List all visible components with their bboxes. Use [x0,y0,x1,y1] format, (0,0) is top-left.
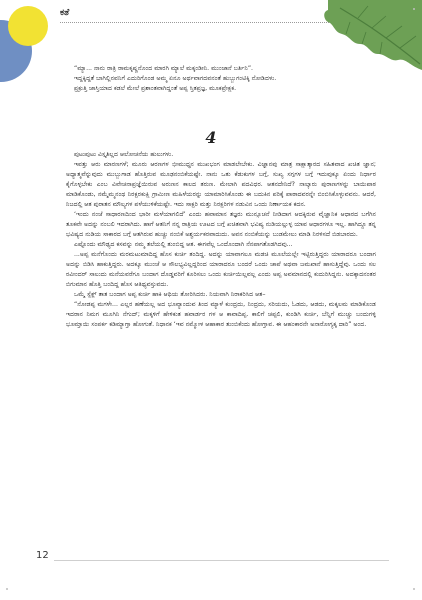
chapter-number: 4 [205,128,217,147]
body-paragraph: ಇವತ್ತು ಆರು ಮಾರಣಗಳೆ; ಮೂರು ಆರಣಗಳ ಭೀಮುಧ್ಧನ ಮುಖಭಂಗ ಮಾಡಲೇಬೇಕು. ವಿಜ್ಞಾನವು ಮಾತ್ರ ಸಾಕ್ಷಾತ್ಕಾರದ ಸಹಿತವಾದ ಖಚಿತ ಜ್ಞಾನ; ಅಧ್ಯಾತ್ಮವೆನ್ನುವುದು ಮುಬ್ಬುಗಾಡ ಹೊತ್ತಿರುವ ಮೂಢನಂಬಿಕೆಯಷ್ಟೇ. ನಾನು ಒತು ಕೆಡುಕುಗಳ ಬಗ್ಗೆ, ಸುಖ್ಯ ಸಗ್ಗಗಳ ಬಗ್ಗೆ ಇದುವುಕ್ಕೂ ಏಂದು ನಿರ್ಧಾರ ಕೈಗೊಳ್ಳಬೇಕು ಎಂಬ ವಿವೇಚನಾಪ್ರಜ್ಞೆಯಿರುವ ಅರುಣನ ಕಾಲದ ತರುಣ. ಮೇಲಾಗಿ ಪದವಿಧರ. ಆತನದೇನಿದೆ? ನಾಲ್ಕಾರು ಪುರಾಣಗಳನ್ನು ಬಾಯಿಪಾಠ ಮಾಡಿಕೊಂಡು, ನಮ್ಮೆಮ್ಮನಂಥ ನಿರಕ್ಷರಕುಕ್ಷಿ ಗ್ರಾಮೀಣ ಮಹಿಳೆಯರನ್ನು ಯಾಮಾರಿಸಿಕೊಂಡು ಈ ಬದುಕಿನ ಪರಿಕ್ಕೆ ಪಾಠಾದವರನ್ನೇ ಬಿಂಬಿಸಿಕೊಳ್ಳುವವನು. ಆದರೆ, ನಿಜದಲ್ಲಿ ಆತ ಪುರಾತನ ಮೌಲ್ಯಗಳ ಪಳೆಯುಳಿಕೆಯಷ್ಟೇ. ಇದು ಸಾಕ್ಷರಿ ಮತ್ತು ನಿರಕ್ಷರಿಗಳ ನಡುವಿನ ಒಂದು ನಿರ್ಣಾಯಕ ಕದನ. [66,161,376,208]
body-paragraph: “ನೋಡಪ್ಪ ಮಗಳೇ... ಎಲ್ಲರ ಹಣೆಯಲ್ಲ ಅದ ಭೂವ್ಯಾಂದುವ ತಿಂದ ಮ್ಯಾಳೆ ಕುಂದ್ರದು, ನಿಂದ್ರದು, ಸರಿಯದು, ಓಡದು, ಆಡದು, ಮಕ್ಕಲಮ ಮಾಡಿಕೊಂಡ ಇದರಾನ ನಿಮಗ ಮೂಗಿನಿ ನೆಗುದ್; ಮಕ್ಕಳಿಗೆ ಹೇಳಿಕುತ ಹವಾರ್ಡರ ಗಳ ಆ ಕಾವಾದಿಪ್ಪ. ಕಾಲಿಗೆ ಚಪ್ಪಲಿ, ಕುಂಡಿಗಿ ಕುರ್ಚಿ, ಬೆನ್ನಿಗೆ ಮುಚ್ಚು ಬಂದುಗಳ್ಳಿ ಭೂಮ್ತಾಯಿ ಸಂಪರ್ಕ ಕಡಿಮ್ಯಾಗ್ತಾ ಹೋಗುತೆ. ನಿಧಾನಕ ‘ಇವ ನಮ್ಮೋಳ ಆಹಾಕಾರ ತುಂಬಿಕೆಂದು ಹೋಗ್ತಾವ. ಈ ಆಹಂಕಾರನೇ ಅನಾರೋಗ್ಯಕ್ಕ ದಾರಿ” ಅಂದ. [66,301,376,328]
body-paragraph: ಎಷ್ಟೊಂದು ಮೌಢ್ಯದ ಕಸವನ್ನು ನಮ್ಮ ತಲೆಯಲ್ಲಿ ತುಂಬಿದ್ದ ಆತ. ಈಗವೆಲ್ಲ ಒಂದೊಂದಾಗಿ ನೆನಪಾಗತೊಡಗಿದವು... [74,241,293,248]
body-paragraph: ...ಅಪ್ಪ ಮನೆಗೊಂದು ಮರಮಟುಮಾದಿದ್ದ ಹೊಸ ಕುರ್ಚಿ ತಂದಿದ್ದ. ಅದನ್ನು ಯಾವಾಗಲೂ ಮಡಚಿ ಮೂಲೆಯಲ್ಲೇ ಇಟ್ಟಿರುತ್ತಿದ್ದರು ಯಾರಾದರೂ ಬಂದಾಗ ಅದನ್ನು ಬಿಡಿಸಿ ಹಾಕುತ್ತಿದ್ದರು. ಅದಕ್ಕೂ ಮುಂಚೆ ಆ ಸೌಲಭ್ಯವಿಲ್ಲದ್ದರಿಂದ ಯಾರಾದರೂ ಬಂದರೆ ಒಂದು ಚಾಪೆ ಅಥವಾ ಜಮಖಾನೆ ಹಾಸುತ್ತಿದ್ದೆವು. ಒಂದು ಸಲ ರವೀಂದರ್ ಸಾಲುದು ಮನೆಯವರೆಗೂ ಬಂದಾಗ ದೊಡ್ಡವರಿಗೆ ಕೂರಿಸಲು ಒಂದು ಕುರ್ಚಿಯಿಲ್ಲವಲ್ಲ ಎಂದು ಅಪ್ಪ ಅವಮಾನದಲ್ಲಿ ಕುದುರಿಸಿದ್ದನು. ಅದಕ್ಕಾದನಂತರ ಬಿಗುಮಾನ ಹೊತ್ತಿ ಬಂದಿದ್ದ ಹೊಸ ಆತಿಥ್ಯವಸ್ತುವದು. [66,251,376,288]
intro-paragraph-1: “ಮ್ಯಾ... ನಾನು ರಾತ್ರಿ ರಾಮಕೃಷ್ಣನೊಂದ ಮಾರಗಿ ಮ್ಯಾಲೆ ಮಕ್ಕಂಡೀನಿ. ಮುಂಜಾನೆ ಬರ್ತಿನಿ”. [74,65,253,72]
intro-paragraph-3: ಪ್ರಕ್ರುತ್ತಿ ಜಾಸ್ತಿಯಾದ ಕಡಲೆ ಮೇಲೆ ಪ್ರಶಾಂತವಾಗಿದ್ದಂತೆ ಅಪ್ಪ ಸ್ತಿತಪ್ರಜ್ಞ, ಮೂಕಪ್ರೇಕ್ಷಕ. [74,85,237,92]
crop-dot [413,8,415,10]
intro-text [66,64,376,94]
footer-rule [54,560,389,561]
chapter-body [66,150,376,330]
body-paragraph: ಪುಟುಪುಟು ವಿಸ್ತೃತಿಲ್ಲದ ಆಲೋಚನೆಯ ಹುಲುಗಳು. [74,151,174,158]
body-paragraph: ಒಮ್ಮೆ ಸ್ಪೆಕ್ಲ್ ತಾತ ಬಂದಾಗ ಅಪ್ಪ ಕುರ್ಚಿ ಹಾಕಿ ಆಥಿಯ ತೋರಿಸಿದರು. ನಿಯವಾಗಿ ನಿರಾಕರಿಸಿದ ಆತ– [74,291,266,298]
running-title: ಕತೆ [60,8,70,18]
crop-dot [6,588,8,590]
body-paragraph: ‘ಇಂದು ನಂಜೆ ಸಾಧಾರಣದಿಂದ ಭಾರೀ ಮಳೆಯಾಗಲಿದೆ’ ಎಂದು ಹವಾಮಾನ ತಜ್ಞರು ಮುನ್ಸೂಚನೆ ನೀಡಿದಾಗ ಆದಕ್ಕಿರುವ ವೈಜ್ಞಾನಿಕ ಆಧಾರದ ಬಗೆಗಿನ ತೂಕವೇ ಅದನ್ನು ನಂಬಲಿ ಇದರಾಗಿದು. ಹಾಗೆ ಆತನಿಗೆ ನನ್ನ ರಾತ್ರಿಯ ಊಟದ ಬಗ್ಗೆ ಖಚಿತವಾಗಿ ಭವಿಷ್ಯ ನುಡಿಯಲ್ಲುಳ್ಳ ಯಾವ ಆಧಾರಗಳೂ ಇಲ್ಲ. ಹಾಗಿದ್ದೂ ತನ್ನ ಭವಿಷ್ಯದ ನುಡಿಯ ಸಾಕಾರದ ಬಗ್ಗೆ ಆತಗಿರುವ ಹುಚ್ಚು ನಂಬಿಕೆ ಅಶ್ಚರ್ಯಕರವಾದುದು. ಅವನ ನಂಬಿಕೆಯನ್ನು ಬುಡಮೇಲು ಮಾಡಿ ನಿರಳಿಸದೆ ಬಿಡಬಾರದು. [66,211,376,238]
header-yellow-circle [8,6,48,46]
crop-dot [413,588,415,590]
intro-paragraph-2: ಇದ್ದಕ್ಕಿದ್ದತೆ ಬಾಗಿಲ್ಲಿನವನಿಗೆ ಎದುರಿಗೊಂಡ ಅಮ್ಮ ಏನೂ ಅರ್ಥವಾಗದವನಂತೆ ಹುಬ್ಬುಗಂಟಿಕ್ಕಿ ನೋಡಿದಳು. [74,75,277,82]
page-number: 12 [36,550,49,561]
leaf-illustration [310,0,422,70]
